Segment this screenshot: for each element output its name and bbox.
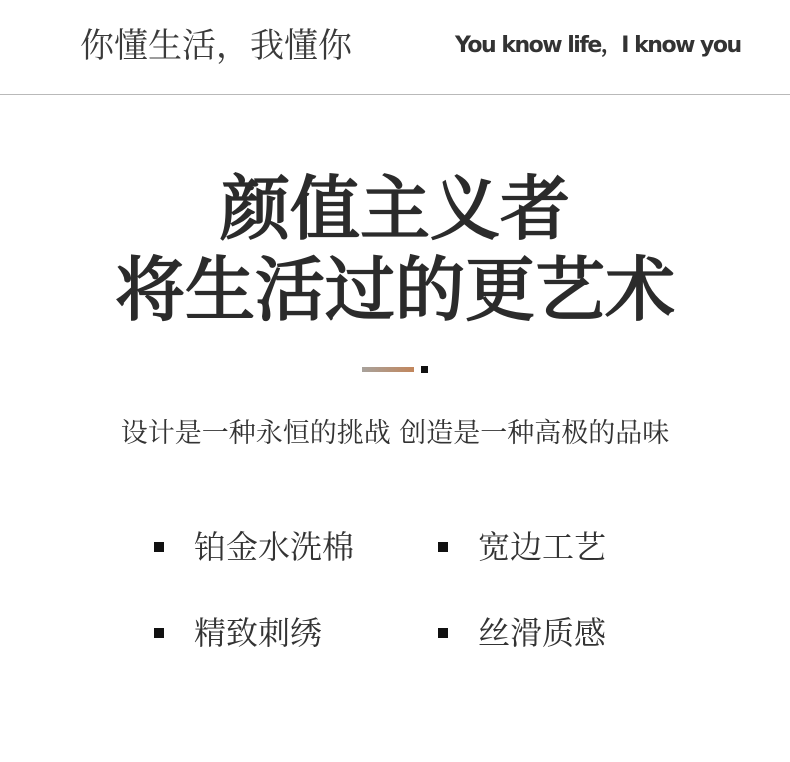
feature-label: 精致刺绣 xyxy=(194,614,323,652)
feature-label: 铂金水洗棉 xyxy=(194,528,355,566)
header-bar xyxy=(0,0,790,95)
tagline: 设计是一种永恒的挑战 创造是一种高极的品味 xyxy=(120,418,670,449)
header-slogan-cn: 你懂生活，我懂你 xyxy=(80,26,352,66)
feature-label: 宽边工艺 xyxy=(478,528,607,566)
square-bullet-icon xyxy=(154,628,164,638)
square-bullet-icon xyxy=(438,542,448,552)
divider-accent-dot xyxy=(421,366,428,373)
square-bullet-icon xyxy=(438,628,448,638)
divider-accent-bar xyxy=(362,367,414,372)
headline-line-2: 将生活过的更艺术 xyxy=(115,249,675,331)
square-bullet-icon xyxy=(154,542,164,552)
header-slogan-en: You know life，I know you xyxy=(455,33,741,58)
headline-line-1: 颜值主义者 xyxy=(220,168,570,250)
feature-label: 丝滑质感 xyxy=(478,614,607,652)
